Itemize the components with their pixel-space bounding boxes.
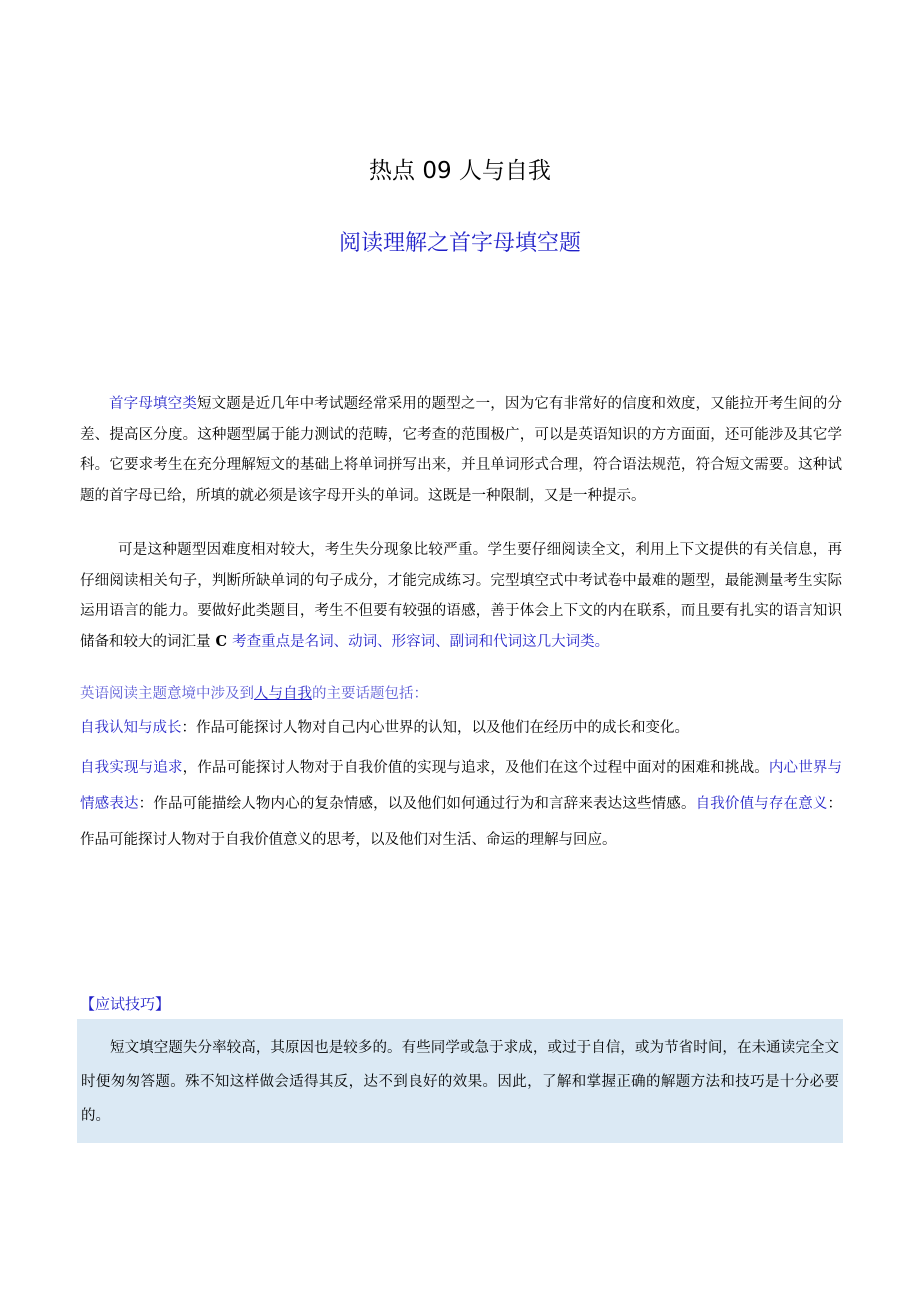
topic-3-label: 内心世界与情感表达 <box>80 760 843 812</box>
tips-heading: 【应试技巧】 <box>80 995 171 1013</box>
topics-lead-b: 的主要话题包括： <box>312 686 428 702</box>
topics-lead <box>80 679 842 710</box>
intro-paragraph-2 <box>80 535 842 657</box>
topic-link[interactable]: 人与自我 <box>254 686 312 702</box>
intro-paragraph-1-text: 短文题是近几年中考试题经常采用的题型之一，因为它有非常好的信度和效度，又能拉开考生间的分差、提高区分度。这种题型属于能力测试的范畴，它考查的范围极广，可以是英语知识的方方面面，还可能涉及其它学科。它要求考生在充分理解短文的基础上将单词拼写出来，并且单词形式合理，符合语法规范，符合短文需要。这种试题的首字母已给，所填的就必须是该字母开头的单词。这既是一种限制，又是一种提示。 <box>80 396 843 504</box>
topic-4-text: ：作品可能探讨人物对于自我价值意义的思考，以及他们对生活、命运的理解与回应。 <box>80 796 843 848</box>
topic-1-text: ：作品可能探讨人物对自己内心世界的认知，以及他们在经历中的成长和变化。 <box>181 720 689 736</box>
topic-1-label: 自我认知与成长 <box>80 720 182 736</box>
page-subtitle: 阅读理解之首字母填空题 <box>338 231 581 256</box>
intro-paragraph-2-text: 可是这种题型因难度相对较大，考生失分现象比较严重。学生要仔细阅读全文，利用上下文提供的有关信息，再仔细阅读相关句子，判断所缺单词的句子成分，才能完成练习。完型填空式中考试卷中最难的题型，最能测量考生实际运用语言的能力。要做好此类题目，考生不但要有较强的语感，善于体会上下文的内在联系，而且要有扎实的语言知识储备和较大的词汇量 <box>80 542 842 650</box>
tips-body: 短文填空题失分率较高，其原因也是较多的。有些同学或急于求成，或过于自信，或为节省时间，在未通读完全文时便匆匆答题。殊不知这样做会适得其反，达不到良好的效果。因此，了解和掌握正确的解题方法和技巧是十分必要的。 <box>81 1040 839 1124</box>
topic-2-text: ，作品可能探讨人物对于自我价值的实现与追求，及他们在这个过程中面对的困难和挑战。 <box>182 760 769 776</box>
intro-lead-term: 首字母填空类 <box>109 396 197 412</box>
topic-3-text: ：作品可能描绘人物内心的复杂情感，以及他们如何通过行为和言辞来表达这些情感。 <box>138 796 696 812</box>
intro-focus-text: 考查重点是名词、动词、形容词、副词和代词这几大词类。 <box>232 633 610 650</box>
topic-1 <box>80 713 842 744</box>
page-title: 热点 09 人与自我 <box>369 158 551 184</box>
intro-bold-letter: C <box>210 632 233 650</box>
topic-4-label: 自我价值与存在意义 <box>695 796 828 812</box>
intro-paragraph-1 <box>80 389 842 511</box>
topic-2-label: 自我实现与追求 <box>80 760 183 776</box>
tips-box <box>77 1019 843 1143</box>
topics-lead-a: 英语阅读主题意境中涉及到 <box>80 686 254 702</box>
topics-block <box>80 750 842 858</box>
